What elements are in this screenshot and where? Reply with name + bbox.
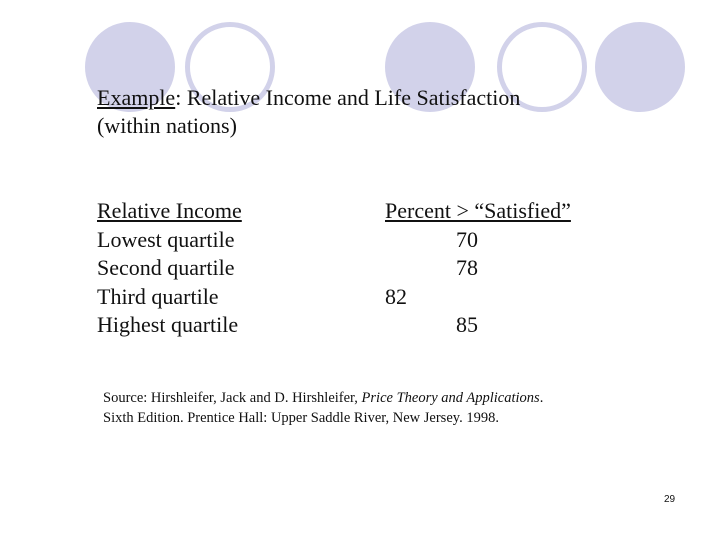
row-label-second: Second quartile: [97, 255, 235, 280]
source-publisher: Sixth Edition. Prentice Hall: Upper Saddle River, New Jersey. 1998.: [103, 410, 499, 426]
satisfied-column-header: Percent > “Satisfied”: [385, 198, 571, 223]
title-subtitle: (within nations): [97, 113, 237, 138]
row-value-second: 78: [456, 255, 478, 280]
row-value-third: 82: [385, 283, 407, 309]
title-example-label: Example: [97, 85, 176, 110]
income-column-header: Relative Income: [97, 198, 242, 223]
source-prefix: Source: Hirshleifer, Jack and D. Hirshleifer,: [103, 390, 362, 406]
source-citation: [103, 388, 703, 428]
source-period: .: [539, 390, 544, 406]
row-label-highest: Highest quartile: [97, 312, 239, 337]
row-label-third: Third quartile: [97, 283, 219, 309]
slide-title: [97, 84, 657, 140]
source-book-title: Price Theory and Applications: [361, 390, 540, 406]
row-label-lowest: Lowest quartile: [97, 226, 235, 252]
row-value-highest: 85: [456, 312, 478, 337]
row-value-lowest: 70: [456, 226, 478, 252]
title-main-text: : Relative Income and Life Satisfaction: [175, 85, 521, 110]
page-number: 29: [664, 494, 676, 505]
income-column: [97, 197, 242, 340]
